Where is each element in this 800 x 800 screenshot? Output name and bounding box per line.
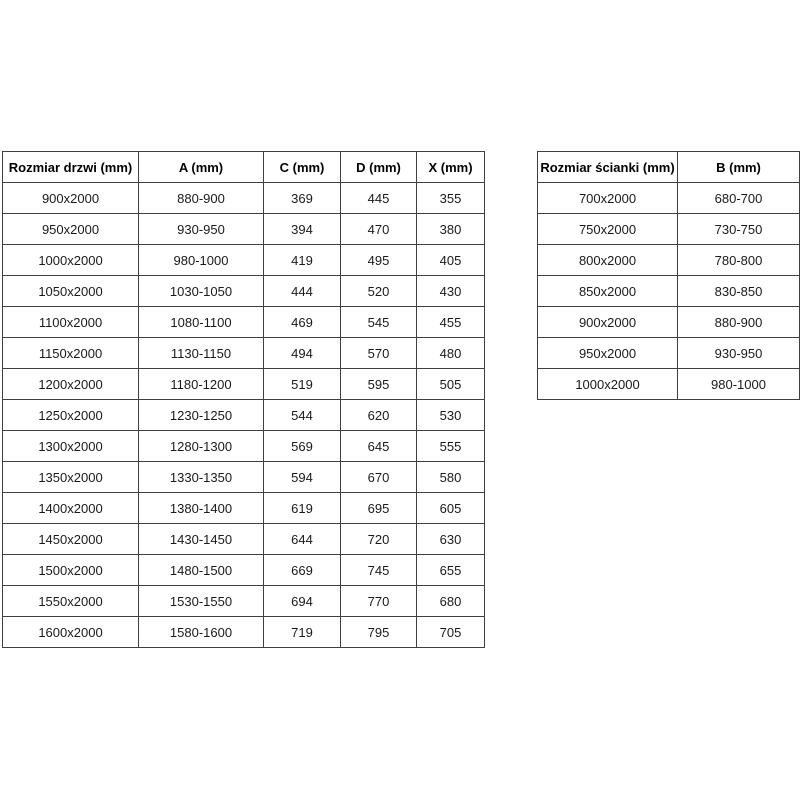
table-cell: 930-950: [678, 338, 800, 369]
table-row: [3, 555, 485, 586]
table-cell: 1230-1250: [139, 400, 264, 431]
table-cell: 619: [264, 493, 341, 524]
table-cell: 645: [341, 431, 417, 462]
wall-panel-size-table: [537, 151, 800, 400]
door-size-table: [2, 151, 485, 648]
table-row: [538, 245, 800, 276]
table-cell: 750x2000: [538, 214, 678, 245]
table-cell: 900x2000: [538, 307, 678, 338]
column-header: C (mm): [264, 152, 341, 183]
table-cell: 980-1000: [139, 245, 264, 276]
table-cell: 705: [417, 617, 485, 648]
table-cell: 605: [417, 493, 485, 524]
table-cell: 445: [341, 183, 417, 214]
table-row: [3, 369, 485, 400]
table-cell: 455: [417, 307, 485, 338]
table-cell: 1480-1500: [139, 555, 264, 586]
table-cell: 930-950: [139, 214, 264, 245]
table-cell: 520: [341, 276, 417, 307]
column-header: X (mm): [417, 152, 485, 183]
table-cell: 594: [264, 462, 341, 493]
table-cell: 700x2000: [538, 183, 678, 214]
table-cell: 1400x2000: [3, 493, 139, 524]
table-row: [538, 183, 800, 214]
column-header: B (mm): [678, 152, 800, 183]
table-cell: 595: [341, 369, 417, 400]
table-cell: 569: [264, 431, 341, 462]
table-row: [3, 183, 485, 214]
column-header: Rozmiar ścianki (mm): [538, 152, 678, 183]
table-cell: 720: [341, 524, 417, 555]
table-row: [3, 338, 485, 369]
table-cell: 880-900: [678, 307, 800, 338]
table-row: [3, 214, 485, 245]
table-cell: 1000x2000: [3, 245, 139, 276]
table-cell: 830-850: [678, 276, 800, 307]
table-cell: 900x2000: [3, 183, 139, 214]
table-cell: 1280-1300: [139, 431, 264, 462]
table-cell: 1100x2000: [3, 307, 139, 338]
table-cell: 419: [264, 245, 341, 276]
table-row: [538, 214, 800, 245]
column-header: Rozmiar drzwi (mm): [3, 152, 139, 183]
table-cell: 369: [264, 183, 341, 214]
table-cell: 505: [417, 369, 485, 400]
table-cell: 644: [264, 524, 341, 555]
table-cell: 570: [341, 338, 417, 369]
table-cell: 444: [264, 276, 341, 307]
table-cell: 719: [264, 617, 341, 648]
table-cell: 780-800: [678, 245, 800, 276]
table-cell: 770: [341, 586, 417, 617]
table-cell: 1130-1150: [139, 338, 264, 369]
table-cell: 469: [264, 307, 341, 338]
table-cell: 519: [264, 369, 341, 400]
table-cell: 680: [417, 586, 485, 617]
table-cell: 530: [417, 400, 485, 431]
table-cell: 695: [341, 493, 417, 524]
table-cell: 1150x2000: [3, 338, 139, 369]
table-cell: 730-750: [678, 214, 800, 245]
header-row: [3, 152, 485, 183]
table-cell: 950x2000: [3, 214, 139, 245]
table-cell: 405: [417, 245, 485, 276]
table-cell: 394: [264, 214, 341, 245]
table-row: [3, 276, 485, 307]
table-cell: 495: [341, 245, 417, 276]
table-row: [538, 369, 800, 400]
table-cell: 470: [341, 214, 417, 245]
table-cell: 1380-1400: [139, 493, 264, 524]
table-row: [538, 276, 800, 307]
table-cell: 380: [417, 214, 485, 245]
table-cell: 1580-1600: [139, 617, 264, 648]
table-cell: 880-900: [139, 183, 264, 214]
table-cell: 795: [341, 617, 417, 648]
table-cell: 745: [341, 555, 417, 586]
table-cell: 430: [417, 276, 485, 307]
column-header: A (mm): [139, 152, 264, 183]
table-cell: 1000x2000: [538, 369, 678, 400]
table-cell: 630: [417, 524, 485, 555]
table-row: [3, 400, 485, 431]
table-cell: 670: [341, 462, 417, 493]
table-row: [3, 307, 485, 338]
table-cell: 1550x2000: [3, 586, 139, 617]
table-row: [3, 493, 485, 524]
table-cell: 669: [264, 555, 341, 586]
table-cell: 1450x2000: [3, 524, 139, 555]
table-row: [3, 617, 485, 648]
table-cell: 1080-1100: [139, 307, 264, 338]
table-row: [3, 524, 485, 555]
table-cell: 544: [264, 400, 341, 431]
table-row: [3, 245, 485, 276]
table-cell: 1300x2000: [3, 431, 139, 462]
table-cell: 1430-1450: [139, 524, 264, 555]
table-cell: 680-700: [678, 183, 800, 214]
table-cell: 555: [417, 431, 485, 462]
table-cell: 1050x2000: [3, 276, 139, 307]
table-row: [538, 307, 800, 338]
table-cell: 480: [417, 338, 485, 369]
table-cell: 620: [341, 400, 417, 431]
table-cell: 1030-1050: [139, 276, 264, 307]
table-cell: 694: [264, 586, 341, 617]
table-cell: 850x2000: [538, 276, 678, 307]
table-cell: 950x2000: [538, 338, 678, 369]
column-header: D (mm): [341, 152, 417, 183]
table-cell: 1500x2000: [3, 555, 139, 586]
table-cell: 1350x2000: [3, 462, 139, 493]
table-cell: 1600x2000: [3, 617, 139, 648]
table-row: [538, 338, 800, 369]
table-row: [3, 431, 485, 462]
table-cell: 655: [417, 555, 485, 586]
table-cell: 1200x2000: [3, 369, 139, 400]
table-cell: 1180-1200: [139, 369, 264, 400]
table-row: [3, 462, 485, 493]
table-cell: 494: [264, 338, 341, 369]
table-cell: 580: [417, 462, 485, 493]
table-cell: 980-1000: [678, 369, 800, 400]
header-row: [538, 152, 800, 183]
table-cell: 1250x2000: [3, 400, 139, 431]
table-cell: 545: [341, 307, 417, 338]
table-cell: 800x2000: [538, 245, 678, 276]
table-cell: 1330-1350: [139, 462, 264, 493]
table-row: [3, 586, 485, 617]
table-cell: 1530-1550: [139, 586, 264, 617]
table-cell: 355: [417, 183, 485, 214]
